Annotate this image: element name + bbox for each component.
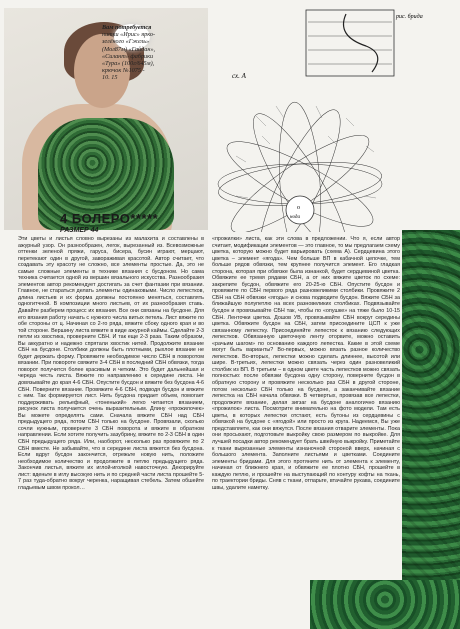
text-column-1: Эти цветы и листья словно вырезаны из малахита и составлены в ажурный узор. Он разнообразен, легок, вырезанный из. Всевозможные оттенки зеленой пряжи, гаруса, бисера, бусин играют, мерцают, перетекают один в другой, завораживая красотой. Автор считает, что создавать эту красоту не сложно, все элементы простые. Да, это не самые сложные элементы в технике вязания с бусдоном. Но сама техника считается одной из вершин вязального искусства. Разнообразия элементов автор рекомендует достигать за счет фантазии при вязании. Главное, не стараться делать элементы одинаковыми. Число лепестков, длина листьев и их форма должны постоянно меняться, составлять одногитчной. В композиции много листьев, от их разнообразия ставь. Давайте разберем процесс их вязания. Все они связаны на бусдоне. Для его вязания работу начать с нужного числа витых петель. Лист вяжите по обе стороны от ц. Начиная со 2-го ряда, вяжите сбоку одного края и во той стороне. Вершину листа вяжите в виде ажурной каймы. Сделайте 2-3 петли из хвостика, проверните СБН. И так еще 2-3 раза. Таким образом, Вы аккуратно и надежно спрятали хвостик нитей. Продолжите вязание СБН на бусдоне. Столбики должны быть плотными, рыхлое вязание не будет держать форму. Провяжите необходимое число СБН в поворотом вязании. При повороте свяжите 3-4 СБН в последний СБН обвязки, тогда поворот получится более красивым и четким. Это будет дальнейшая и череда честь листа. Вяжите по направлению к середине листа. Не довязывайте до края 4-6 СБН. Опустите бусдон и вяжите без бусдона 4-6 СБН. Поверните вязание. Провяжите 4-6 СБН, подводя бусдон и вяжите с ним. Так формируется лист. Нить бусдона придает объем, помогает поддерживать рельефный, «тоненький» легко читается вязанием, рисунок листа получается очень выразительным. Длину «прожилочек» Вы можете определять сами. Сначала вяжите СБН над СБН предыдущего ряда, потом СБН только на бусдоне. Провязали, сколько сочли нужным, проверните 3 СБН поворота и вяжите в обратном направлении. Если хотите получить зазубрину, вяжите по 2-3 СБН в один СБН предыдущего ряда. Или, наоборот, несколько раз провяжите по 2 СБН вместе. Не забывайте, что в середине листа вяжется без бусдона. Если вдруг бусдон закончится, отрежьте новую нить, положите необходимое количество и продолжите в петлю предыдущего ряда. Закончив листья, вяжите их иглой-иголкой навосточную. Декорируйте лист: вденьте в иглу высокую нить и по средней части листа прошейте 5-7 раз туда-обратно вокруг черенка, наращивая стебель. Затем обшейте гладьевым швом прокол… <box>18 236 204 491</box>
brida-caption: рис. брида <box>396 14 423 20</box>
materials-line: «Тура» (100г/645м), <box>102 60 155 68</box>
materials-line: Вам потребуется <box>102 24 152 31</box>
scheme-a-caption: сх. А <box>232 72 246 80</box>
materials-line: (Мол87м) «Гайдан», <box>102 45 156 53</box>
brida-frame <box>306 10 394 76</box>
node-label: о <box>297 205 300 211</box>
lace-photo-bottom <box>310 580 460 629</box>
node-label-2: нода <box>290 215 300 220</box>
brida-needle <box>344 14 378 72</box>
text-column-2: «прожилки» листа, как эти слова в предложении. Что я, если автор считает, модификации элементов — это главное, то мы предлагаем схему цветка, которую можно будет варьировать (схема А). Сердцевина этого цветка – элемент «ягода». Чем больше ВП в кабачной цепочке, тем больше рядов обвязки, тем крупнее получится элемент. Его гладкая сторона, которая при обвязке была изнанкой, будет сердцевиной цветка. Обвяжите ее тремя рядами СБН, а от них вяжите цветок по схеме: закрепите бусдон, обвяжите его 20-25-ю СБН. Опустите бусдон и провяжите по СБН первого ряда разновеликими столбики. Провяжите 2 СБН на СБН обвязки «ягоды» и снова подводите бусдон. Вяжите СБН за ближайшую полупетлю на всех разновеликих столбиках. Подвязывайте бусдон и провязывайте СБН так, чтобы по «опушке» на тяже было 10-15 СБН. Ленточки цветка. Дошов УВ, провязывайте СБН вокруг середины цветка. Обвяжите бусдон на СБН, затем присоедините ЦСП к уже связанному лепестку. Присоединяйте лепесток к вязанию следующих лепестков. Обвязанную цветочную ленту оторвите, можно оставить «рачьим шагом» по основанию каждого лепестка. Какие в этой схеме могут быть варианты? Во-первых, можно вязать разное количество лепестков. Во-вторых, лепестки можно сделать длиннее, высотой или шире. В-третьих, лепестки можно связать через один разновеликий столбик из ВП. В третьем – в одном цвете часть лепестков можно связать полностью: после обвязки бусдона одну сторону, поверните бусдон в обратную сторону и провяжите несколько раз СБН в другой стороне, потом несколько СБН только на бусдоне, а заканчивайте вязание лепестка на СБН начала обвязки. В четвертых, провязав все лепестки, продолжите вязание, делая зигзаг на бусдоне аналогично вязанию «прожилок» листа. Посмотрите внимательно на фото модели. Там есть цветы, в которых лепестки отстают, есть бутоны из сердцевины с обвязкой на бусдоне с «ягодой» или просто из круга. Надеемся, Вы уже представляете, как они вяжутся. После вязания отварите элементы. Пока они просыхают, подготовьте выкройку свою размером по выкройке. Для лучшей посадки автор рекомендует брать швейную выкройку. Приметайте к ткани вырезанные элементы изнаночной стороной вверх, начиная с большого элемента. Заполните листьями и цветками. Соедините элементы бридами. Для этого протяните нить от элемента к элементу, начиная от ближнего края, и обвяжите ее плотно СБН, прошейте в каждую петлю, и прошейте на выступающий по контуру кофты на ткань, по траектории бриды. Сняв с ткани, отпарьте, втачайте рукава, соедините швы, удалите наметку. <box>212 236 400 491</box>
materials-line: «Силант» фабрики <box>102 52 154 60</box>
pattern-size: РАЗМЕР 44 <box>60 227 99 234</box>
materials-line: крючок №1075 - <box>102 67 145 75</box>
materials-line: нитки «Ирис» ярко- <box>102 31 156 39</box>
stitch-marks <box>236 106 376 198</box>
pattern-number: 4 БОЛЕРО***** <box>60 211 159 226</box>
pattern-title <box>60 211 158 234</box>
materials-line: зелёного «Гжель» <box>102 38 150 46</box>
lace-texture-overlay <box>402 230 460 629</box>
crochet-diagram <box>196 6 458 232</box>
brida-lines <box>308 22 392 64</box>
materials-list <box>102 24 210 82</box>
materials-line: 10. 15 <box>102 74 118 82</box>
